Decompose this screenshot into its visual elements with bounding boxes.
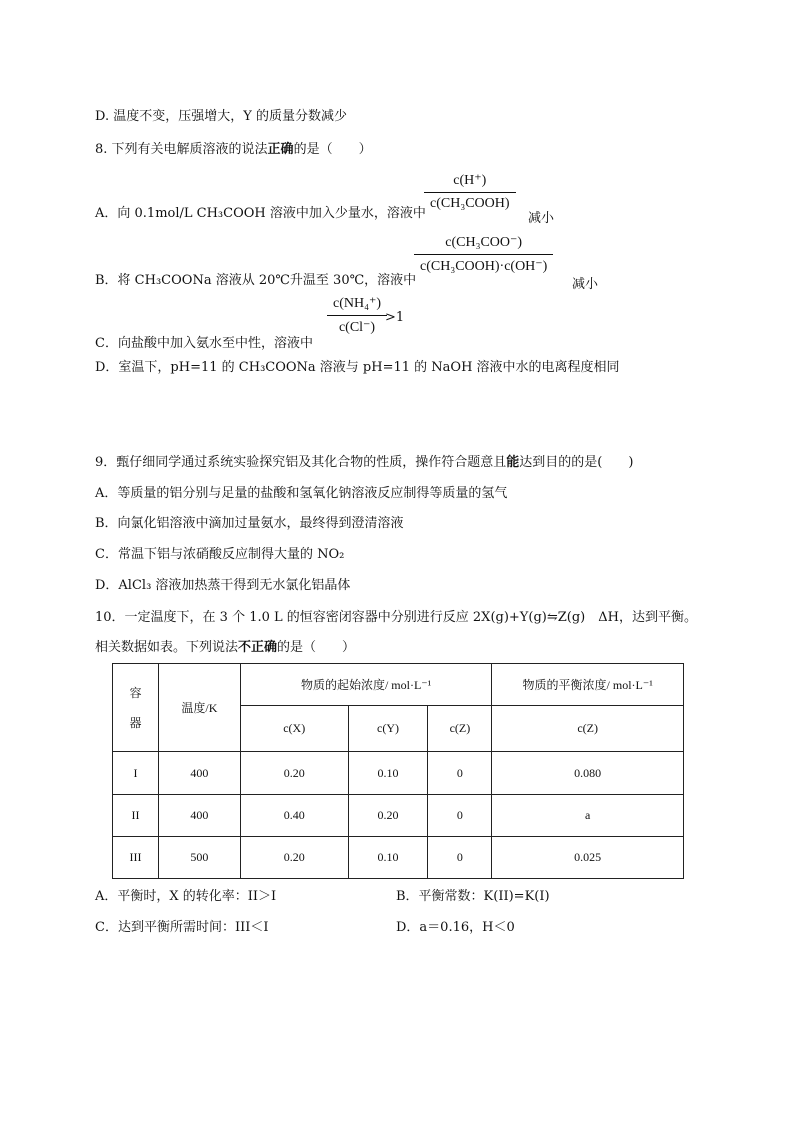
cell-cx: 0.20 (240, 837, 348, 879)
cell-temperature: 500 (158, 837, 240, 879)
header-initial-concentration: 物质的起始浓度/ mol·L⁻¹ (240, 664, 492, 706)
q8-a-suffix: 减小 (528, 211, 555, 226)
cell-cz-equilibrium: 0.025 (492, 837, 684, 879)
q9-option-c: C．常温下铝与浓硝酸反应制得大量的 NO₂ (95, 547, 345, 562)
cell-cx: 0.40 (240, 795, 348, 837)
q10-option-c: C．达到平衡所需时间：III＜I (95, 920, 269, 935)
q9-stem-bold: 能 (506, 455, 520, 470)
q9-stem (95, 454, 633, 472)
q8-a-numerator: c(H⁺) (453, 173, 487, 188)
q8-stem-post: 的是（ ） (293, 142, 372, 157)
cell-cz-equilibrium: a (492, 795, 684, 837)
subheader-cy: c(Y) (348, 706, 428, 752)
q8-b-denominator: c(CH₃COOH)·c(OH⁻) (414, 254, 553, 275)
q10-stem2-bold: 不正确 (238, 640, 278, 655)
q8-b-numerator: c(CH₃COO⁻) (445, 235, 523, 250)
q8-c-fraction (327, 295, 387, 336)
subheader-cx: c(X) (240, 706, 348, 752)
cell-cy: 0.20 (348, 795, 428, 837)
q10-stem-line2 (95, 639, 355, 657)
header-temperature: 温度/K (158, 664, 240, 752)
cell-cy: 0.10 (348, 837, 428, 879)
table-row (113, 795, 684, 837)
subheader-cz-equilibrium: c(Z) (492, 706, 684, 752)
q8-option-a: A．向 0.1mol/L CH₃COOH 溶液中加入少量水，溶液中 (95, 206, 426, 221)
q10-stem2-post: 的是（ ） (277, 640, 356, 655)
q8-a-denominator: c(CH₃COOH) (424, 192, 516, 212)
cell-cz: 0 (428, 837, 492, 879)
q9-option-d: D．AlCl₃ 溶液加热蒸干得到无水氯化铝晶体 (95, 578, 351, 593)
q10-stem2-pre: 相关数据如表。下列说法 (95, 640, 239, 655)
header-container: 容器 (113, 664, 159, 752)
q9-stem-post: 达到目的的是( ) (519, 455, 634, 470)
table-row (113, 837, 684, 879)
cell-cx: 0.20 (240, 752, 348, 795)
subheader-cz-initial: c(Z) (428, 706, 492, 752)
cell-temperature: 400 (158, 795, 240, 837)
q8-option-c: C．向盐酸中加入氨水至中性，溶液中 (95, 336, 313, 351)
q8-stem-bold: 正确 (267, 142, 294, 157)
cell-cy: 0.10 (348, 752, 428, 795)
q10-option-a: A．平衡时，X 的转化率：II＞I (95, 889, 277, 904)
q10-option-d: D．a＝0.16，H＜0 (396, 920, 515, 935)
header-equilibrium-concentration: 物质的平衡浓度/ mol·L⁻¹ (492, 664, 684, 706)
cell-container: III (113, 837, 159, 879)
q10-data-table (112, 663, 684, 879)
cell-temperature: 400 (158, 752, 240, 795)
cell-cz: 0 (428, 795, 492, 837)
q8-b-fraction (414, 234, 553, 275)
q10-option-b: B．平衡常数：K(II)=K(I) (396, 889, 550, 904)
q9-option-a: A．等质量的铝分别与足量的盐酸和氢氧化钠溶液反应制得等质量的氢气 (95, 486, 508, 501)
q8-c-numerator: c(NH₄⁺) (333, 296, 382, 311)
q8-c-suffix: >1 (385, 310, 405, 325)
cell-container: I (113, 752, 159, 795)
cell-container: II (113, 795, 159, 837)
q9-option-b: B．向氯化铝溶液中滴加过量氨水，最终得到澄清溶液 (95, 516, 404, 531)
cell-cz: 0 (428, 752, 492, 795)
q9-stem-pre: 9．甄仔细同学通过系统实验探究铝及其化合物的性质，操作符合题意且 (95, 455, 507, 470)
table-row (113, 752, 684, 795)
q8-c-denominator: c(Cl⁻) (327, 315, 387, 336)
q8-stem (95, 141, 372, 159)
q7-option-d: D. 温度不变，压强增大，Y 的质量分数减少 (95, 109, 347, 124)
q8-option-b: B．将 CH₃COONa 溶液从 20℃升温至 30℃，溶液中 (95, 273, 417, 288)
q8-b-suffix: 减小 (572, 277, 599, 292)
cell-cz-equilibrium: 0.080 (492, 752, 684, 795)
q8-stem-pre: 8. 下列有关电解质溶液的说法 (95, 142, 268, 157)
q10-stem-line1: 10．一定温度下，在 3 个 1.0 L 的恒容密闭容器中分别进行反应 2X(g)+Y(g)⇋Z(g) ΔH，达到平衡。 (95, 610, 697, 625)
q8-a-fraction (424, 172, 516, 212)
q8-option-d: D．室温下，pH=11 的 CH₃COONa 溶液与 pH=11 的 NaOH 溶液中水的电离程度相同 (95, 360, 620, 375)
